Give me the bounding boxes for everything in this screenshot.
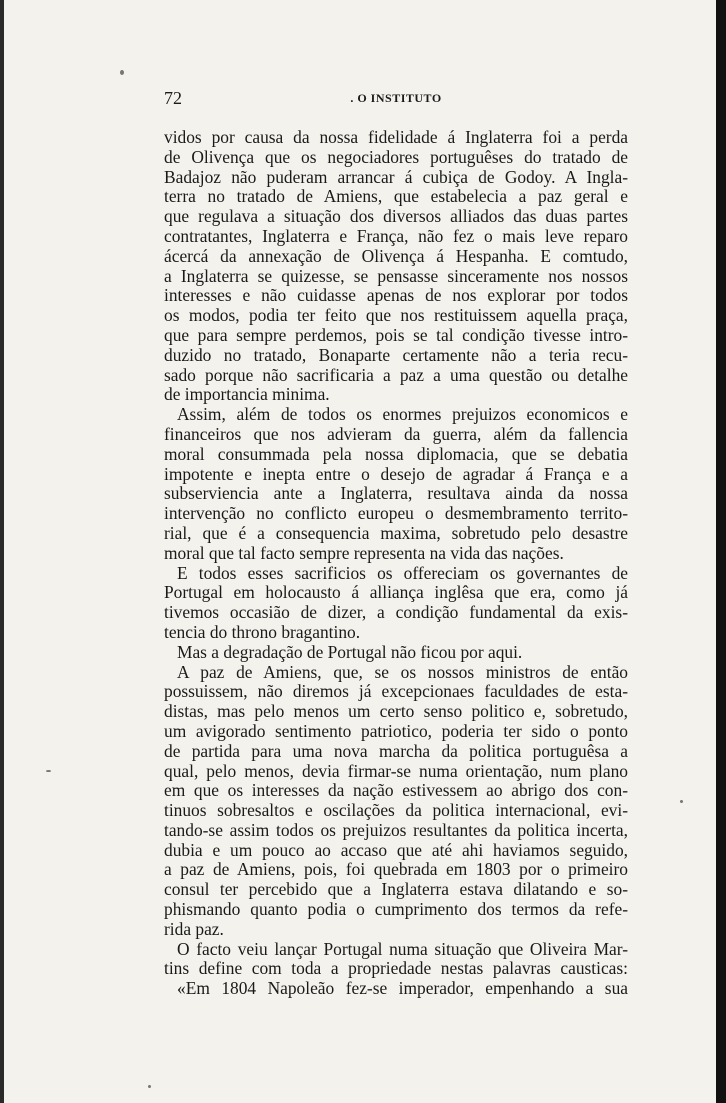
text-line: vidos por causa da nossa fidelidade á Inglaterra foi a perda <box>164 127 628 147</box>
text-line: a paz de Amiens, pois, foi quebrada em 1803 por o primeiro <box>164 859 628 880</box>
scan-speck <box>148 1085 151 1088</box>
scan-edge-right <box>716 0 726 1103</box>
text-line: tins define com toda a propriedade nestas palavras causticas: <box>164 958 628 979</box>
running-head: . O INSTITUTO <box>350 91 442 105</box>
text-line: qual, pelo menos, devia firmar-se numa orientação, num plano <box>164 760 628 781</box>
scan-speck <box>680 800 683 803</box>
text-line: moral que tal facto sempre representa na vida das nações. <box>164 542 564 563</box>
text-line: Badajoz não puderam arrancar á cubiça de Godoy. A Ingla- <box>164 166 628 187</box>
text-line: moral consummada pela nossa diplomacia, que se debatia <box>164 443 628 464</box>
text-line: rida paz. <box>164 918 224 939</box>
text-line: A paz de Amiens, que, se os nossos ministros de então <box>177 661 628 682</box>
text-line: sado porque não sacrificaria a paz a uma questão ou detalhe <box>164 364 628 385</box>
text-line: impotente e inepta entre o desejo de agradar á França e a <box>164 463 628 484</box>
body-text <box>164 128 628 999</box>
text-line: de Olivença que os negociadores portuguêses do tratado de <box>164 146 628 167</box>
text-line: os modos, podia ter feito que nos restituissem aquella praça, <box>164 305 628 326</box>
text-line: E todos esses sacrificios os offereciam os governantes de <box>177 562 628 583</box>
text-line: tivemos occasião de dizer, a condição fundamental da exis- <box>164 602 628 623</box>
text-line: duzido no tratado, Bonaparte certamente não a teria recu- <box>164 344 628 365</box>
text-line: consul ter percebido que a Inglaterra estava dilatando e so- <box>164 879 628 900</box>
text-line: O facto veiu lançar Portugal numa situação que Oliveira Mar- <box>177 938 628 959</box>
text-line: intervenção no conflicto europeu o desmembramento territo- <box>164 503 628 524</box>
text-line: de importancia minima. <box>164 384 330 405</box>
text-line: um avigorado sentimento patriotico, poderia ter sido o ponto <box>164 720 628 741</box>
text-line: contratantes, Inglaterra e França, não fez o mais leve reparo <box>164 225 628 246</box>
scan-speck <box>46 770 51 772</box>
text-line: Portugal em holocausto á alliança inglêsa que era, como já <box>164 582 628 603</box>
text-line: que regulava a situação dos diversos alliados das duas partes <box>164 206 628 227</box>
text-line: terra no tratado de Amiens, que estabelecia a paz geral e <box>164 186 628 207</box>
text-line: «Em 1804 Napoleão fez-se imperador, empenhando a sua <box>177 978 628 999</box>
text-line: tando-se assim todos os prejuizos resultantes da politica incerta, <box>164 819 628 840</box>
text-line: subserviencia ante a Inglaterra, resultava ainda da nossa <box>164 483 628 504</box>
text-line: tencia do throno bragantino. <box>164 621 361 642</box>
text-line: distas, mas pelo menos um certo senso politico e, sobretudo, <box>164 701 628 722</box>
text-line: Assim, além de todos os enormes prejuizos economicos e <box>177 404 628 425</box>
text-line: que para sempre perdemos, pois se tal condição tivesse intro- <box>164 324 628 345</box>
text-line: a Inglaterra se quizesse, se pensasse sinceramente nos nossos <box>164 265 628 286</box>
text-line: interesses e não cuidasse apenas de nos explorar por todos <box>164 285 628 306</box>
scan-edge-left <box>0 0 4 1103</box>
scan-speck <box>120 70 124 75</box>
text-line: financeiros que nos advieram da guerra, além da fallencia <box>164 423 628 444</box>
text-line: ácercá da annexação de Olivença á Hespanha. E comtudo, <box>164 245 628 266</box>
text-line: possuissem, não diremos já excepcionaes faculdades de esta- <box>164 681 628 702</box>
text-line: tinuos sobresaltos e oscilações da politica internacional, evi- <box>164 800 628 821</box>
text-line: dubia e um pouco ao accaso que até ahi haviamos seguido, <box>164 839 628 860</box>
text-line: de partida para uma nova marcha da politica portuguêsa a <box>164 740 628 761</box>
text-line: phismando quanto podia o cumprimento dos termos da refe- <box>164 899 628 920</box>
text-line: em que os interesses da nação estivessem ao abrigo dos con- <box>164 780 628 801</box>
text-line: rial, que é a consequencia maxima, sobretudo pelo desastre <box>164 522 628 543</box>
page-number: 72 <box>164 88 182 108</box>
text-line: Mas a degradação de Portugal não ficou por aqui. <box>177 641 523 662</box>
page-header <box>164 88 628 112</box>
